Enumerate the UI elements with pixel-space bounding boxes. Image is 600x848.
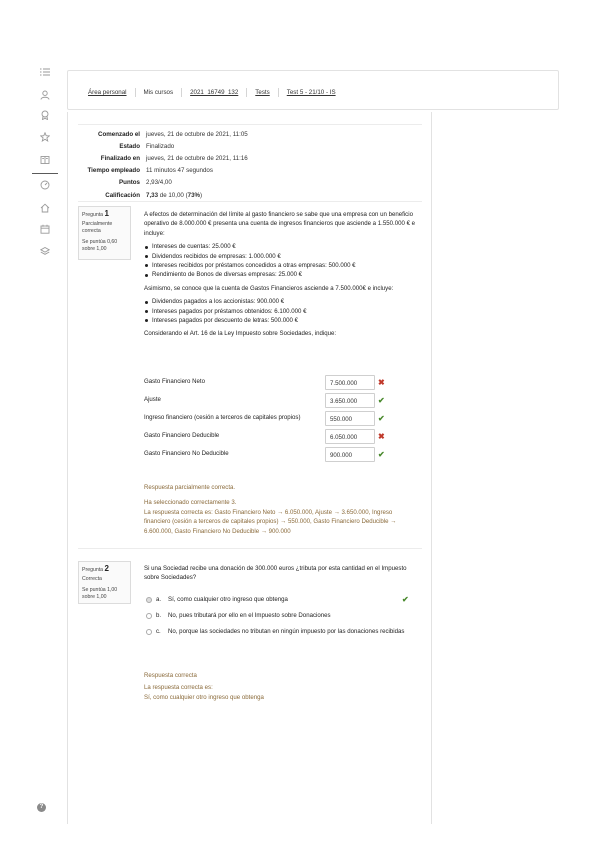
- question-2-text: [144, 564, 416, 587]
- breadcrumb-separator: [181, 88, 182, 97]
- book-icon[interactable]: [40, 155, 50, 165]
- summary-label: Puntos: [119, 179, 140, 187]
- summary-grade-value: [144, 192, 202, 199]
- help-icon[interactable]: ?: [37, 803, 46, 812]
- expense-list: [144, 297, 416, 325]
- summary-value: jueves, 21 de octubre de 2021, 11:05: [146, 130, 248, 138]
- match-select[interactable]: 900.000: [325, 447, 375, 462]
- list-item: Intereses pagados por préstamos obtenidos: 6.100.000 €: [144, 307, 416, 316]
- list-item: Intereses recibidos por préstamos concedidos a otras empresas: 500.000 €: [144, 261, 416, 270]
- option-text: No, pues tributará por ello en el Impuesto sobre Donaciones: [168, 612, 331, 619]
- grade-mid: de 10,00 (: [158, 191, 188, 199]
- grade-end: ): [200, 191, 203, 199]
- breadcrumb: [88, 88, 336, 97]
- feedback-status: Respuesta correcta: [144, 672, 197, 679]
- answer-option[interactable]: [146, 611, 416, 623]
- radio-button[interactable]: [146, 629, 152, 635]
- question-info-box: [78, 561, 131, 604]
- answer-option[interactable]: [146, 627, 416, 649]
- gauge-icon[interactable]: [40, 180, 50, 190]
- correct-icon: ✔: [402, 595, 409, 604]
- sidebar-active-indicator: [32, 173, 58, 174]
- option-text: Sí, como cualquier otro ingreso que obtenga: [168, 596, 288, 603]
- attempt-summary: [78, 128, 248, 201]
- summary-label: Estado: [119, 142, 140, 150]
- question-label: Pregunta: [82, 567, 104, 573]
- option-text: No, porque las sociedades no tributan en ningún impuesto por las donaciones recibidas: [168, 628, 405, 635]
- summary-row-grade: [78, 189, 248, 201]
- breadcrumb-test[interactable]: Test 5 - 21/10 - IS: [286, 89, 336, 96]
- match-label: Gasto Financiero Deducible: [144, 432, 220, 439]
- question-label: Pregunta: [82, 212, 104, 218]
- summary-row-started: [78, 128, 248, 140]
- list-item: Rendimiento de Bonos de diversas empresas: 25.000 €: [144, 270, 416, 279]
- match-select[interactable]: 7.500.000: [325, 375, 375, 390]
- feedback-status: Respuesta parcialmente correcta.: [144, 484, 236, 491]
- question-intro: A efectos de determinación del límite al gasto financiero se sabe que una empresa con un beneficio operativo de 8.000.000 € presenta una cuenta de ingresos financieros que asciende a 1.550.000 € e incluye:: [144, 211, 416, 237]
- question-state: Correcta: [82, 576, 102, 582]
- feedback-answer-label: La respuesta correcta es:: [144, 684, 213, 692]
- match-row: [144, 447, 389, 463]
- star-icon[interactable]: [40, 132, 50, 142]
- summary-label: Calificación: [105, 191, 140, 199]
- question-1-text: [144, 210, 416, 343]
- summary-divider: [78, 124, 422, 125]
- breadcrumb-course[interactable]: 2021_16749_132: [190, 89, 239, 96]
- match-label: Gasto Financiero Neto: [144, 378, 205, 385]
- breadcrumb-container: [67, 70, 559, 110]
- breadcrumb-separator: [135, 88, 136, 97]
- summary-value: Finalizado: [146, 142, 175, 150]
- question-info-box: [78, 206, 131, 260]
- question-number: [82, 210, 127, 219]
- match-label: Gasto Financiero No Deducible: [144, 450, 229, 457]
- match-row: [144, 375, 389, 391]
- summary-value: jueves, 21 de octubre de 2021, 11:16: [146, 154, 248, 162]
- question-grade: Se puntúa 0,60 sobre 1,00: [82, 239, 118, 252]
- breadcrumb-mis-cursos[interactable]: Mis cursos: [143, 89, 174, 96]
- match-row: [144, 411, 389, 427]
- correct-icon: ✔: [378, 450, 385, 459]
- breadcrumb-tests[interactable]: Tests: [255, 89, 270, 96]
- content-border-right: [431, 112, 432, 824]
- match-row: [144, 429, 389, 445]
- match-select[interactable]: 6.050.000: [325, 429, 375, 444]
- list-item: Dividendos pagados a los accionistas: 900.000 €: [144, 297, 416, 306]
- grade-score: 7,33: [146, 191, 159, 199]
- user-icon[interactable]: [40, 90, 50, 100]
- grade-percent: 73%: [187, 191, 201, 199]
- question-state: Parcialmente correcta: [82, 221, 113, 234]
- match-label: Ajuste: [144, 396, 161, 403]
- question-grade: Se puntúa 1,00 sobre 1,00: [82, 587, 118, 600]
- incorrect-icon: ✖: [378, 378, 385, 387]
- question-intro: Si una Sociedad recibe una donación de 300.000 euros ¿tributa por esta cantidad en el Impuesto sobre Sociedades?: [144, 565, 407, 582]
- menu-icon[interactable]: [40, 67, 50, 77]
- breadcrumb-area-personal[interactable]: Área personal: [88, 89, 127, 96]
- summary-divider: [78, 201, 422, 202]
- breadcrumb-separator: [278, 88, 279, 97]
- option-letter: c.: [156, 628, 161, 635]
- layers-icon[interactable]: [40, 246, 50, 256]
- radio-button[interactable]: [146, 597, 152, 603]
- content-border-left: [67, 112, 68, 824]
- list-item: Intereses de cuentas: 25.000 €: [144, 242, 416, 251]
- income-list: [144, 242, 416, 280]
- question-number: [82, 565, 127, 574]
- question-prompt: Considerando el Art. 16 de la Ley Impuesto sobre Sociedades, indique:: [144, 330, 337, 338]
- summary-value: 2,93/4,00: [146, 179, 172, 187]
- question-2-feedback: [144, 671, 416, 702]
- home-icon[interactable]: [40, 203, 50, 213]
- match-row: [144, 393, 389, 409]
- feedback-correct-answer: La respuesta correcta es: Gasto Financiero Neto → 6.050.000, Ajuste → 3.650.000, Ingreso financiero (cesión a terceros de capitales propios) → 550.000, Gasto Financiero Deducible → 6.600.000, Gasto Financiero No Deducible → 900.000: [144, 508, 397, 535]
- summary-row-state: [78, 140, 248, 152]
- feedback-correct-answer: Sí, como cualquier otro ingreso que obtenga: [144, 693, 264, 701]
- correct-icon: ✔: [378, 396, 385, 405]
- question-number-value: 2: [104, 564, 109, 573]
- summary-label: Comenzado el: [98, 130, 140, 138]
- breadcrumb-separator: [246, 88, 247, 97]
- list-item: Intereses pagados por descuento de letras: 500.000 €: [144, 316, 416, 325]
- list-item: Dividendos recibidos de empresas: 1.000.000 €: [144, 252, 416, 261]
- answer-option[interactable]: [146, 595, 416, 607]
- feedback-selected: Ha seleccionado correctamente 3.: [144, 499, 237, 507]
- option-letter: b.: [156, 612, 162, 619]
- match-select[interactable]: 550.000: [325, 411, 375, 426]
- question-number-value: 1: [104, 209, 109, 218]
- option-letter: a.: [156, 596, 162, 603]
- match-select[interactable]: 3.650.000: [325, 393, 375, 408]
- summary-label: Finalizado en: [100, 154, 140, 162]
- summary-row-points: [78, 177, 248, 189]
- correct-icon: ✔: [378, 414, 385, 423]
- match-label: Ingreso financiero (cesión a terceros de capitales propios): [144, 414, 301, 421]
- question-divider: [78, 548, 422, 549]
- radio-button[interactable]: [146, 613, 152, 619]
- question-mid: Asimismo, se conoce que la cuenta de Gastos Financieros asciende a 7.500.000€ e incluye:: [144, 284, 394, 292]
- summary-value: 11 minutos 47 segundos: [146, 167, 213, 175]
- incorrect-icon: ✖: [378, 432, 385, 441]
- calendar-icon[interactable]: [40, 224, 50, 234]
- question-1-feedback: [144, 483, 416, 536]
- badge-icon[interactable]: [40, 110, 50, 120]
- summary-label: Tiempo empleado: [87, 167, 140, 175]
- summary-row-finished: [78, 152, 248, 164]
- summary-row-time: [78, 165, 248, 177]
